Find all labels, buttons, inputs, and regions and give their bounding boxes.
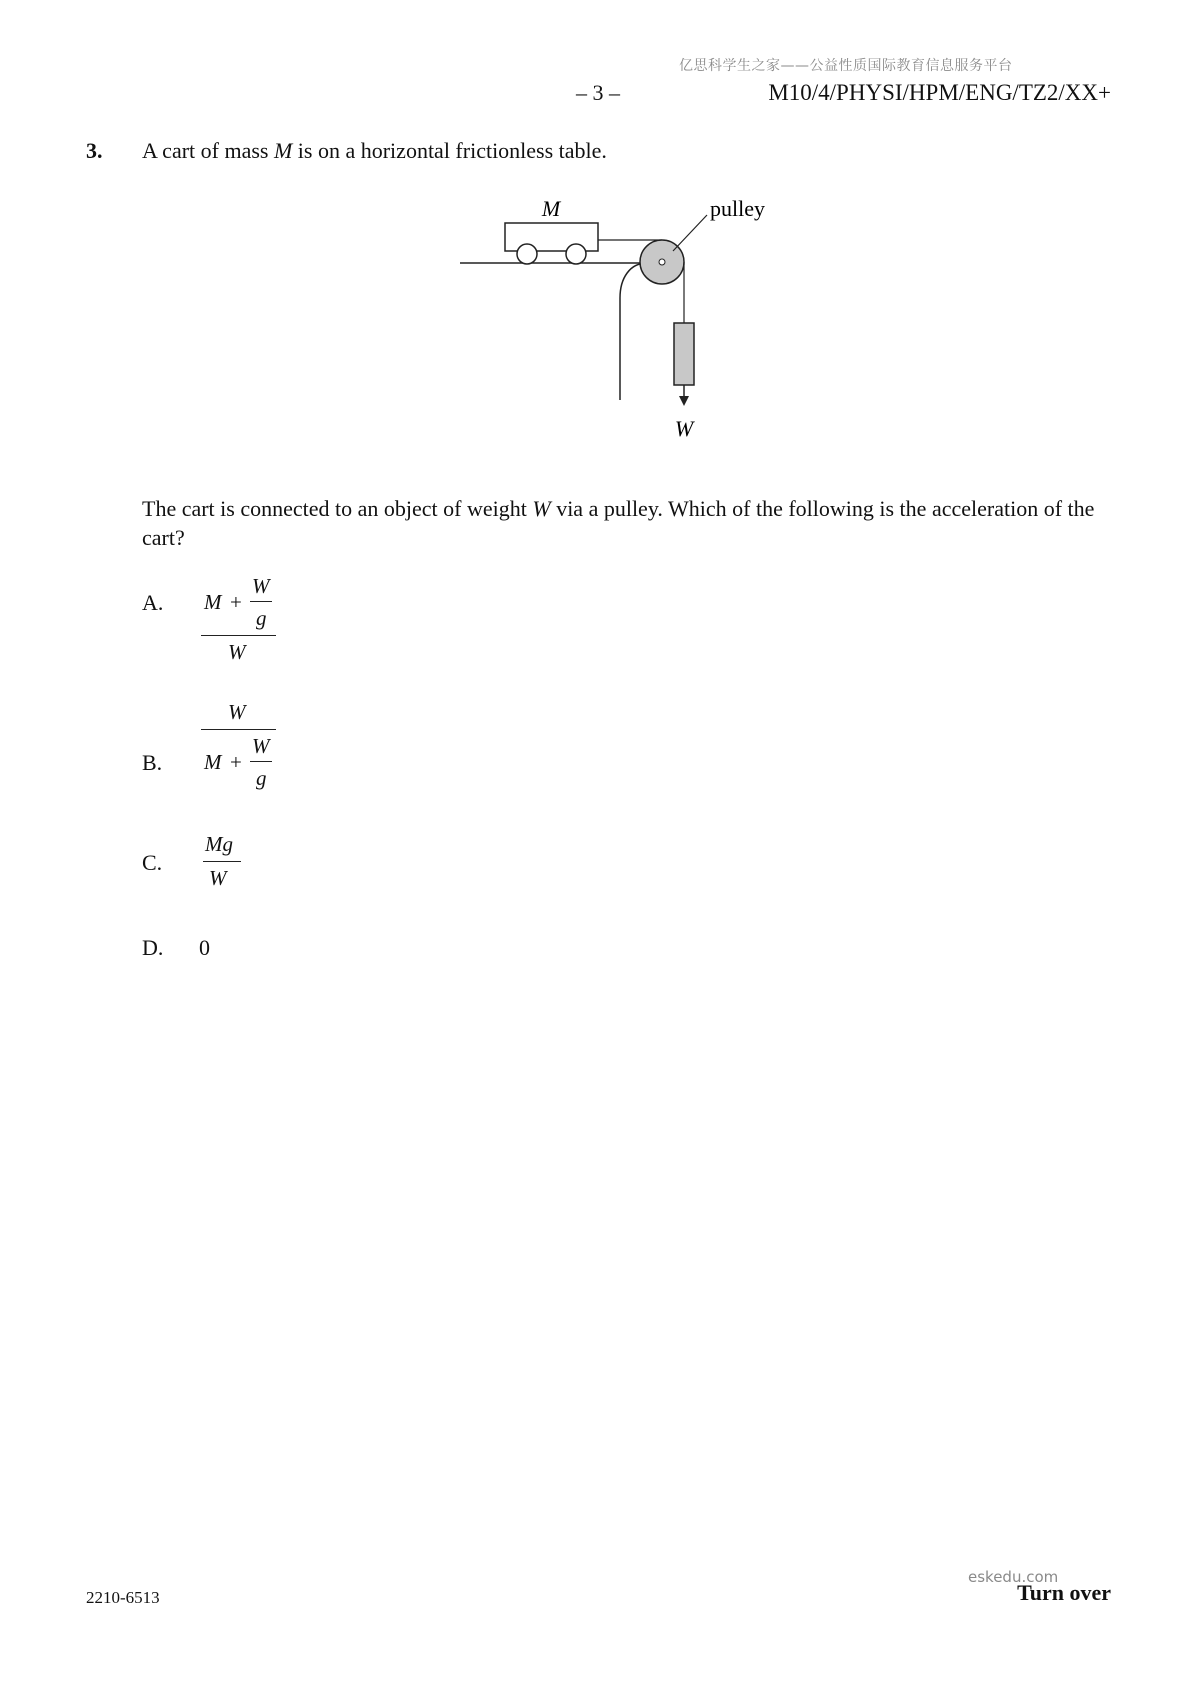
table-edge	[620, 263, 647, 400]
question-body: The cart is connected to an object of weight W via a pulley. Which of the following is the acceleration of the cart?	[142, 496, 1095, 550]
option-a-formula: M + W g W	[200, 574, 290, 674]
option-b-formula: W M + W g	[200, 700, 290, 800]
cart-wheel	[517, 244, 537, 264]
cart	[505, 223, 598, 251]
footer-code: 2210-6513	[86, 1588, 160, 1607]
page-number: – 3 –	[576, 80, 620, 105]
label-weight: W	[674, 416, 694, 441]
watermark-top: 亿思科学生之家——公益性质国际教育信息服务平台	[679, 58, 1013, 74]
option-d-value: 0	[199, 935, 210, 960]
option-c-letter: C.	[142, 850, 163, 875]
label-mass: M	[541, 196, 561, 221]
option-b-letter: B.	[142, 750, 163, 775]
label-pulley: pulley	[710, 196, 765, 221]
option-c-formula: Mg W	[203, 832, 253, 902]
option-a-letter: A.	[142, 590, 164, 615]
hanging-mass	[674, 323, 694, 385]
cart-wheel	[566, 244, 586, 264]
exam-code: M10/4/PHYSI/HPM/ENG/TZ2/XX+	[768, 80, 1111, 105]
question-intro: A cart of mass M is on a horizontal frictionless table.	[142, 138, 607, 163]
weight-arrow	[679, 396, 689, 406]
watermark-bottom: eskedu.com	[968, 1568, 1059, 1586]
question-number: 3.	[86, 138, 103, 163]
option-d-letter: D.	[142, 935, 164, 960]
pulley-diagram	[455, 188, 795, 448]
turn-over: Turn over	[1017, 1580, 1111, 1605]
